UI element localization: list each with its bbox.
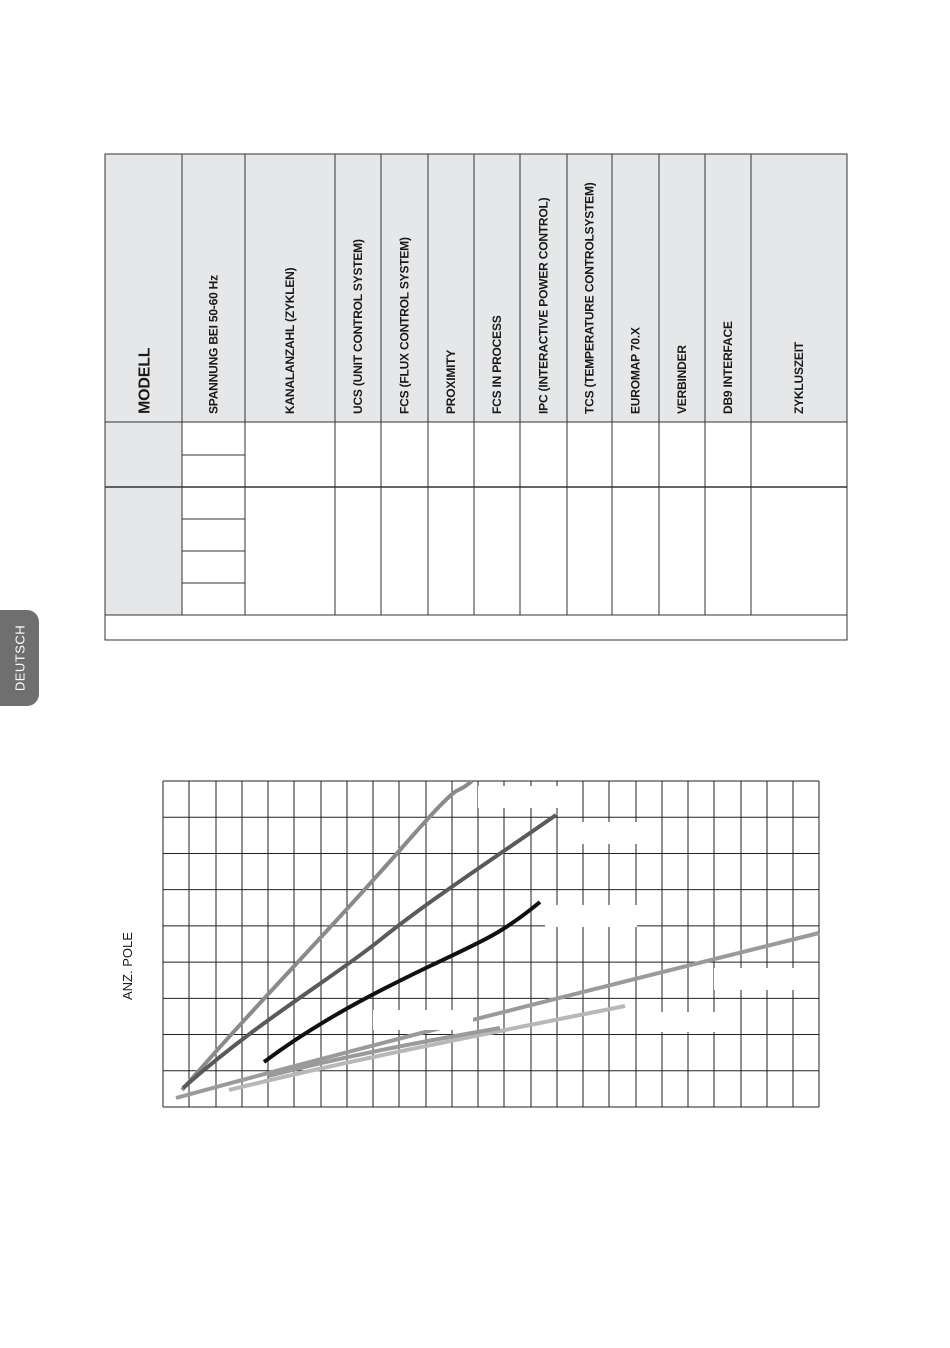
chart-label-gaps	[373, 786, 796, 1032]
column-header: SPANNUNG BEI 50-60 Hz	[206, 275, 221, 414]
column-header: DB9 INTERFACE	[721, 321, 735, 414]
column-header: EUROMAP 70.X	[628, 327, 643, 414]
column-header: KANALANZAHL (ZYKLEN)	[283, 267, 297, 414]
column-header: UCS (UNIT CONTROL SYSTEM)	[351, 239, 365, 414]
column-header: MODELL	[136, 347, 154, 414]
label-gap	[545, 905, 637, 927]
column-header: PROXIMITY	[444, 349, 458, 414]
chart-series	[176, 781, 819, 1098]
column-header: IPC (INTERACTIVE POWER CONTROL)	[536, 197, 551, 414]
label-gap	[478, 786, 558, 808]
column-header: FCS IN PROCESS	[490, 315, 504, 414]
y-axis-label: ANZ. POLE	[120, 932, 135, 1000]
column-header: TCS (TEMPERATURE CONTROLSYSTEM)	[582, 182, 597, 414]
chart-grid	[163, 781, 819, 1107]
column-header: ZYKLUSZEIT	[792, 342, 806, 414]
label-gap	[638, 1012, 720, 1032]
label-gap	[559, 822, 639, 844]
label-gap	[373, 1010, 473, 1030]
language-tab-label: DEUTSCH	[12, 624, 27, 692]
column-header: FCS (FLUX CONTROL SYSTEM)	[397, 237, 412, 414]
column-header: VERBINDER	[675, 345, 689, 414]
label-gap	[714, 968, 796, 990]
